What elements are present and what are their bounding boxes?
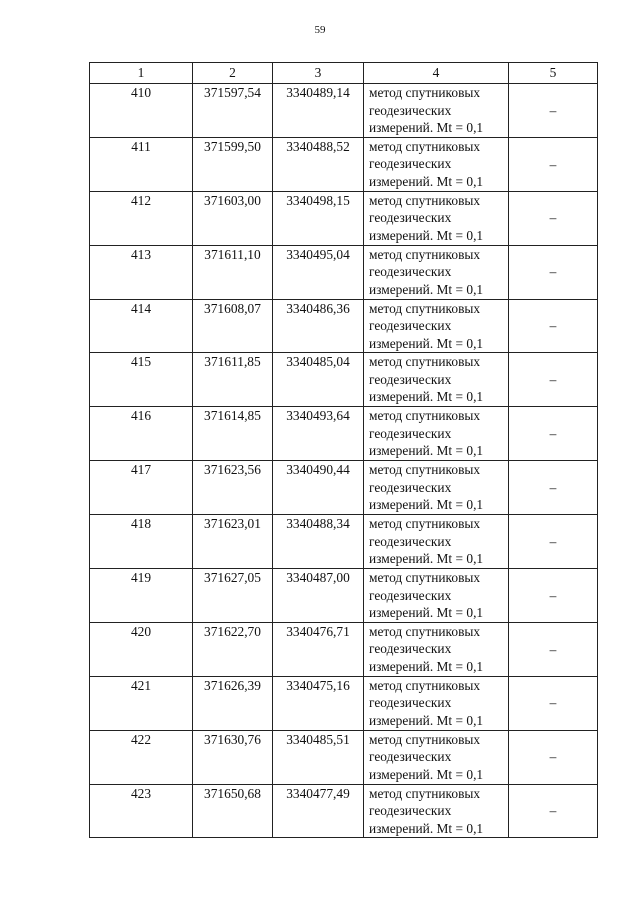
y-coordinate-cell: 3340498,15: [273, 191, 364, 245]
x-coordinate-cell: 371626,39: [193, 676, 273, 730]
method-cell: [364, 407, 509, 461]
method-line-3: измерений. Mt = 0,1: [369, 120, 484, 135]
point-number-cell: 420: [90, 622, 193, 676]
y-coordinate-cell: 3340493,64: [273, 407, 364, 461]
point-number-cell: 410: [90, 84, 193, 138]
y-coordinate-cell: 3340476,71: [273, 622, 364, 676]
x-coordinate-cell: 371611,10: [193, 245, 273, 299]
method-cell: [364, 730, 509, 784]
x-coordinate-cell: 371597,54: [193, 84, 273, 138]
table-row: [90, 622, 598, 676]
method-cell: [364, 515, 509, 569]
point-number-cell: 416: [90, 407, 193, 461]
x-coordinate-cell: 371630,76: [193, 730, 273, 784]
column-5-cell: –: [509, 299, 598, 353]
method-line-3: измерений. Mt = 0,1: [369, 766, 484, 782]
method-line-2: геодезических: [369, 156, 452, 172]
x-coordinate-cell: 371608,07: [193, 299, 273, 353]
column-5-cell: –: [509, 353, 598, 407]
column-5-cell: –: [509, 407, 598, 461]
method-line-1: метод спутниковых: [369, 246, 481, 262]
method-line-1: метод спутниковых: [369, 300, 481, 316]
table-row: [90, 407, 598, 461]
column-5-cell: –: [509, 515, 598, 569]
page-number: 59: [314, 24, 326, 36]
method-line-2: геодезических: [369, 318, 452, 334]
method-line-3: измерений. Mt = 0,1: [369, 227, 484, 243]
column-5-cell: –: [509, 245, 598, 299]
y-coordinate-cell: 3340485,51: [273, 730, 364, 784]
x-coordinate-cell: 371611,85: [193, 353, 273, 407]
method-line-2: геодезических: [369, 425, 452, 441]
point-number-cell: 417: [90, 461, 193, 515]
method-line-2: геодезических: [369, 479, 452, 495]
column-5-cell: –: [509, 730, 598, 784]
method-line-1: метод спутниковых: [369, 785, 481, 801]
method-line-1: метод спутниковых: [369, 623, 481, 639]
x-coordinate-cell: 371603,00: [193, 191, 273, 245]
column-5-cell: –: [509, 676, 598, 730]
coordinates-table: [89, 62, 598, 838]
table-row: [90, 784, 598, 838]
method-cell: [364, 784, 509, 838]
method-line-1: метод спутниковых: [369, 731, 481, 747]
method-line-1: метод спутниковых: [369, 677, 481, 693]
column-5-cell: –: [509, 84, 598, 138]
table-header: [90, 63, 598, 84]
method-line-2: геодезических: [369, 210, 452, 226]
table-row: [90, 191, 598, 245]
method-cell: [364, 191, 509, 245]
method-line-2: геодезических: [369, 102, 452, 118]
point-number-cell: 412: [90, 191, 193, 245]
x-coordinate-cell: 371622,70: [193, 622, 273, 676]
column-5-cell: –: [509, 461, 598, 515]
y-coordinate-cell: 3340489,14: [273, 84, 364, 138]
method-line-2: геодезических: [369, 587, 452, 603]
method-line-1: метод спутниковых: [369, 192, 481, 208]
y-coordinate-cell: 3340485,04: [273, 353, 364, 407]
column-5-cell: –: [509, 784, 598, 838]
table-row: [90, 299, 598, 353]
x-coordinate-cell: 371623,01: [193, 515, 273, 569]
header-col-1: 1: [90, 63, 193, 84]
method-line-3: измерений. Mt = 0,1: [369, 389, 484, 405]
method-line-3: измерений. Mt = 0,1: [369, 335, 484, 351]
x-coordinate-cell: 371599,50: [193, 137, 273, 191]
method-line-3: измерений. Mt = 0,1: [369, 551, 484, 567]
column-5-cell: –: [509, 569, 598, 623]
method-line-1: метод спутниковых: [369, 408, 481, 424]
method-line-3: измерений. Mt = 0,1: [369, 281, 484, 297]
header-col-2: 2: [193, 63, 273, 84]
x-coordinate-cell: 371650,68: [193, 784, 273, 838]
method-cell: [364, 676, 509, 730]
y-coordinate-cell: 3340495,04: [273, 245, 364, 299]
column-5-cell: –: [509, 622, 598, 676]
table-body: [90, 84, 598, 838]
y-coordinate-cell: 3340490,44: [273, 461, 364, 515]
method-line-1: метод спутниковых: [369, 516, 481, 532]
y-coordinate-cell: 3340487,00: [273, 569, 364, 623]
method-line-1: метод спутниковых: [369, 354, 481, 370]
point-number-cell: 413: [90, 245, 193, 299]
method-line-3: измерений. Mt = 0,1: [369, 497, 484, 513]
method-line-3: измерений. Mt = 0,1: [369, 658, 484, 674]
method-line-1: метод спутниковых: [369, 570, 481, 586]
point-number-cell: 411: [90, 137, 193, 191]
table-row: [90, 245, 598, 299]
method-line-3: измерений. Mt = 0,1: [369, 605, 484, 621]
column-5-cell: –: [509, 137, 598, 191]
method-line-2: геодезических: [369, 803, 452, 819]
table-row: [90, 569, 598, 623]
header-row: [90, 63, 598, 84]
header-col-5: 5: [509, 63, 598, 84]
column-5-cell: –: [509, 191, 598, 245]
y-coordinate-cell: 3340488,52: [273, 137, 364, 191]
method-line-2: геодезических: [369, 695, 452, 711]
method-line-3: измерений. Mt = 0,1: [369, 173, 484, 189]
table-row: [90, 137, 598, 191]
method-line-1: метод спутниковых: [369, 138, 481, 154]
x-coordinate-cell: 371623,56: [193, 461, 273, 515]
method-cell: [364, 299, 509, 353]
y-coordinate-cell: 3340475,16: [273, 676, 364, 730]
method-line-3: измерений. Mt = 0,1: [369, 820, 484, 836]
method-line-2: геодезических: [369, 641, 452, 657]
method-cell: [364, 245, 509, 299]
table-row: [90, 461, 598, 515]
method-line-2: геодезических: [369, 264, 452, 280]
x-coordinate-cell: 371614,85: [193, 407, 273, 461]
method-line-3: измерений. Mt = 0,1: [369, 443, 484, 459]
method-line-2: геодезических: [369, 749, 452, 765]
method-cell: [364, 569, 509, 623]
point-number-cell: 418: [90, 515, 193, 569]
method-line-2: геодезических: [369, 533, 452, 549]
method-line-2: геодезических: [369, 371, 452, 387]
point-number-cell: 415: [90, 353, 193, 407]
method-line-3: измерений. Mt = 0,1: [369, 712, 484, 728]
point-number-cell: 419: [90, 569, 193, 623]
table-row: [90, 353, 598, 407]
point-number-cell: 421: [90, 676, 193, 730]
method-cell: [364, 461, 509, 515]
method-line-1: метод спутниковых: [369, 85, 481, 100]
table-row: [90, 730, 598, 784]
method-cell: [364, 137, 509, 191]
method-cell: [364, 353, 509, 407]
y-coordinate-cell: 3340477,49: [273, 784, 364, 838]
y-coordinate-cell: 3340486,36: [273, 299, 364, 353]
method-cell: [364, 622, 509, 676]
header-col-4: 4: [364, 63, 509, 84]
point-number-cell: 414: [90, 299, 193, 353]
method-cell: [364, 84, 509, 138]
header-col-3: 3: [273, 63, 364, 84]
table-row: [90, 676, 598, 730]
point-number-cell: 422: [90, 730, 193, 784]
x-coordinate-cell: 371627,05: [193, 569, 273, 623]
method-line-1: метод спутниковых: [369, 462, 481, 478]
table-row: [90, 84, 598, 138]
point-number-cell: 423: [90, 784, 193, 838]
y-coordinate-cell: 3340488,34: [273, 515, 364, 569]
table-row: [90, 515, 598, 569]
